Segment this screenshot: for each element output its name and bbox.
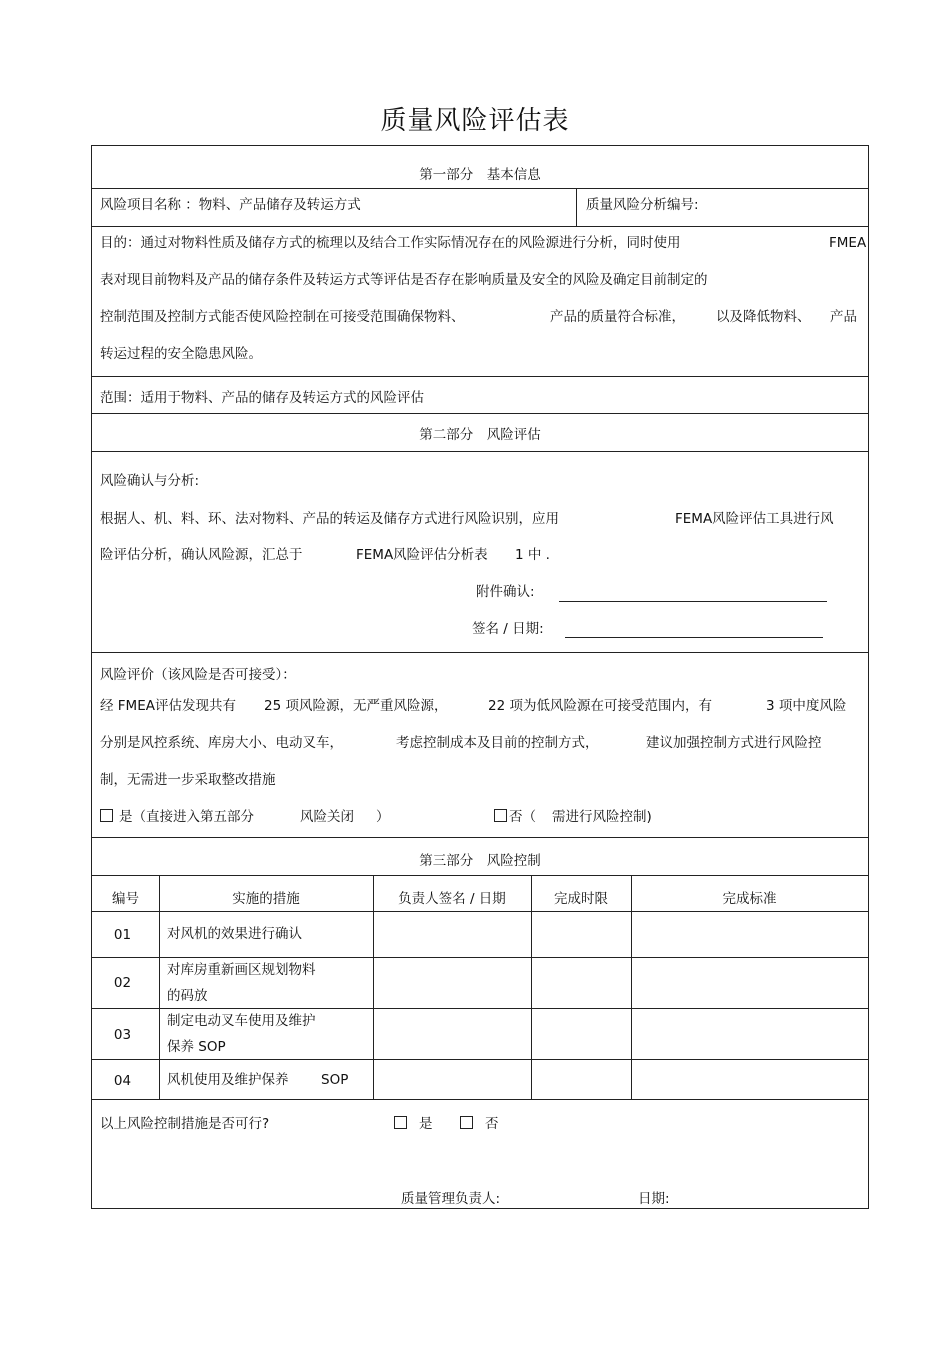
- col-header-owner: 负责人签名 / 日期: [398, 891, 506, 907]
- manager-label: 质量管理负责人:: [401, 1191, 501, 1207]
- row-04-measure-1: 风机使用及维护保养: [167, 1072, 289, 1088]
- date-label: 日期:: [638, 1191, 670, 1207]
- evaluation-line-1a: 经 FMEA评估发现共有: [100, 698, 236, 714]
- option-yes-end: ）: [376, 809, 390, 825]
- document-title: 质量风险评估表: [380, 106, 570, 136]
- scope-text: 范围：适用于物料、产品的储存及转运方式的风险评估: [100, 390, 424, 406]
- part1-heading: 第一部分 基本信息: [419, 167, 541, 183]
- evaluation-line-1c: 22 项为低风险源在可接受范围内，有: [488, 698, 712, 714]
- analysis-line-2c: 1 中 .: [515, 547, 550, 563]
- purpose-line-3a: 控制范围及控制方式能否使风险控制在可接受范围确保物料、: [100, 309, 465, 325]
- row-01-measure: 对风机的效果进行确认: [167, 926, 302, 942]
- attachment-label: 附件确认:: [476, 584, 535, 600]
- row-04-no: 04: [113, 1073, 132, 1089]
- evaluation-line-2a: 分别是风控系统、库房大小、电动叉车，: [100, 735, 343, 751]
- option-no[interactable]: 否（: [494, 808, 536, 826]
- risk-confirm-label: 风险确认与分析:: [100, 473, 200, 489]
- analysis-line-2b: FEMA风险评估分析表: [356, 547, 488, 563]
- evaluation-line-3: 制，无需进一步采取整改措施: [100, 772, 276, 788]
- row-03-no: 03: [113, 1027, 132, 1043]
- row-03-measure-1: 制定电动叉车使用及维护: [167, 1013, 316, 1029]
- purpose-line-1: 目的：通过对物料性质及储存方式的梳理以及结合工作实际情况存在的风险源进行分析，同时使用: [100, 235, 681, 251]
- row-04-measure-2: SOP: [321, 1072, 349, 1088]
- checkbox-yes[interactable]: [100, 809, 113, 822]
- purpose-line-3b: 产品的质量符合标准，: [550, 309, 685, 325]
- feasible-no[interactable]: 否: [460, 1115, 499, 1133]
- col-header-standard: 完成标准: [722, 891, 777, 907]
- feasible-yes[interactable]: 是: [394, 1115, 433, 1133]
- row-03-measure-2: 保养 SOP: [167, 1039, 226, 1055]
- row-02-measure-2: 的码放: [167, 988, 208, 1004]
- evaluation-line-2b: 考虑控制成本及目前的控制方式，: [396, 735, 599, 751]
- row-02-measure-1: 对库房重新画区规划物料: [167, 962, 316, 978]
- col-header-measure: 实施的措施: [232, 891, 300, 907]
- project-name: 风险项目名称 ：物料、产品储存及转运方式: [100, 197, 361, 213]
- purpose-fmea: FMEA: [829, 235, 867, 251]
- option-no-desc: 需进行风险控制): [552, 809, 652, 825]
- row-02-no: 02: [113, 975, 132, 991]
- purpose-line-3d: 产品: [830, 309, 857, 325]
- analysis-line-1b: FEMA风险评估工具进行风: [675, 511, 834, 527]
- purpose-line-3c: 以及降低物料、: [716, 309, 811, 325]
- row-01-no: 01: [113, 927, 132, 943]
- evaluation-label: 风险评价（该风险是否可接受）：: [100, 667, 296, 683]
- risk-assessment-form: [91, 145, 869, 1209]
- analysis-no-label: 质量风险分析编号:: [586, 197, 699, 213]
- evaluation-line-1b: 25 项风险源，无严重风险源，: [264, 698, 448, 714]
- option-yes-close: 风险关闭: [300, 809, 354, 825]
- col-header-no: 编号: [112, 891, 139, 907]
- analysis-line-1: 根据人、机、料、环、法对物料、产品的转运及储存方式进行风险识别，应用: [100, 511, 559, 527]
- checkbox-feasible-yes[interactable]: [394, 1116, 407, 1129]
- attachment-line: [559, 601, 827, 602]
- purpose-line-4: 转运过程的安全隐患风险。: [100, 346, 262, 362]
- feasible-question: 以上风险控制措施是否可行?: [100, 1116, 270, 1132]
- sign-date-line: [565, 637, 823, 638]
- purpose-line-2: 表对现目前物料及产品的储存条件及转运方式等评估是否存在影响质量及安全的风险及确定目前制定的: [100, 272, 708, 288]
- part3-heading: 第三部分 风险控制: [419, 853, 541, 869]
- evaluation-line-2c: 建议加强控制方式进行风险控: [646, 735, 822, 751]
- sign-date-label: 签名 / 日期:: [472, 621, 544, 637]
- col-header-deadline: 完成时限: [554, 891, 608, 907]
- checkbox-feasible-no[interactable]: [460, 1116, 473, 1129]
- evaluation-line-1d: 3 项中度风险: [766, 698, 847, 714]
- option-yes[interactable]: 是（直接进入第五部分: [100, 808, 254, 826]
- analysis-line-2a: 险评估分析，确认风险源，汇总于: [100, 547, 303, 563]
- part2-heading: 第二部分 风险评估: [419, 427, 541, 443]
- checkbox-no[interactable]: [494, 809, 507, 822]
